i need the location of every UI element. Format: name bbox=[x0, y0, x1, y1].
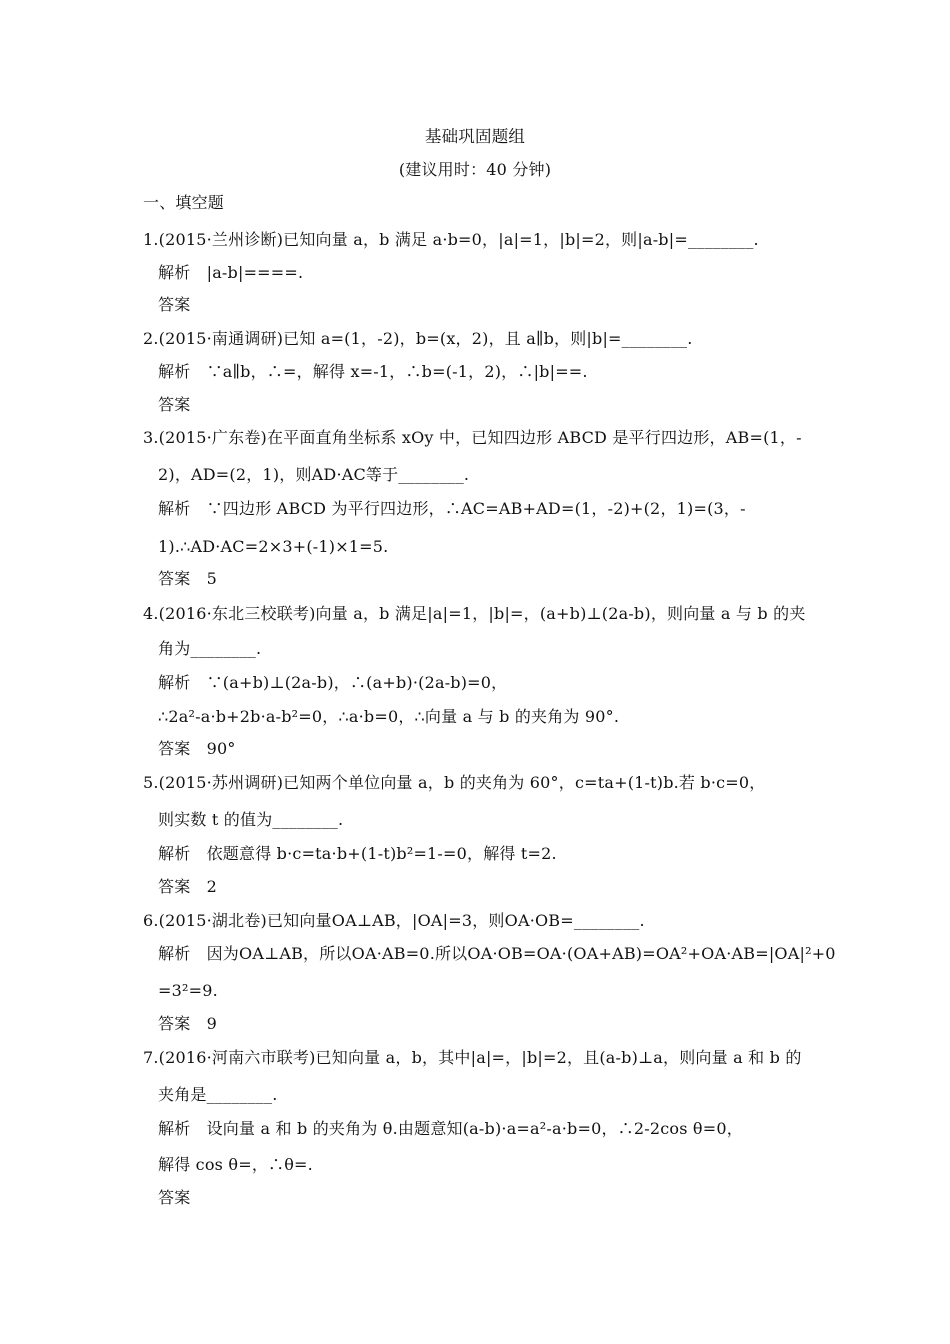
question-7-solution-line-1: 解析 设向量 a 和 b 的夹角为 θ.由题意知(a-b)·a=a²-a·b=0，∴2-2cos θ=0， bbox=[158, 1119, 743, 1138]
question-1: 1.(2015·兰州诊断)已知向量 a，b 满足 a·b=0，|a|=1，|b|=2，则|a-b|=________. bbox=[143, 230, 759, 249]
question-3-answer: 答案 5 bbox=[158, 569, 217, 588]
question-3-line-2: 2)，AD=(2，1)，则AD·AC等于________. bbox=[158, 465, 470, 484]
question-7-answer: 答案 bbox=[158, 1188, 191, 1207]
question-6-solution-line-2: =3²=9. bbox=[158, 981, 218, 1000]
question-6-answer: 答案 9 bbox=[158, 1014, 217, 1033]
question-5-line-2: 则实数 t 的值为________. bbox=[158, 810, 344, 829]
question-6: 6.(2015·湖北卷)已知向量OA⊥AB，|OA|=3，则OA·OB=________. bbox=[143, 911, 645, 930]
question-5-answer: 答案 2 bbox=[158, 877, 217, 896]
page-title: 基础巩固题组 bbox=[424, 127, 526, 146]
question-4-line-1: 4.(2016·东北三校联考)向量 a，b 满足|a|=1，|b|=，(a+b)⊥(2a-b)，则向量 a 与 b 的夹 bbox=[143, 604, 806, 623]
question-2-answer: 答案 bbox=[158, 395, 191, 414]
question-5-line-1: 5.(2015·苏州调研)已知两个单位向量 a，b 的夹角为 60°，c=ta+(1-t)b.若 b·c=0， bbox=[143, 773, 766, 792]
question-7-line-1: 7.(2016·河南六市联考)已知向量 a，b，其中|a|=，|b|=2，且(a-b)⊥a，则向量 a 和 b 的 bbox=[143, 1048, 802, 1067]
question-7-solution-line-2: 解得 cos θ=，∴θ=. bbox=[158, 1155, 313, 1174]
page-subtitle: (建议用时：40 分钟) bbox=[398, 160, 552, 179]
question-2-solution: 解析 ∵a∥b，∴=，解得 x=-1，∴b=(-1，2)，∴|b|==. bbox=[158, 362, 588, 381]
question-6-solution-line-1: 解析 因为OA⊥AB，所以OA·AB=0.所以OA·OB=OA·(OA+AB)=OA²+OA·AB=|OA|²+0 bbox=[158, 944, 836, 963]
question-2: 2.(2015·南通调研)已知 a=(1，-2)，b=(x，2)，且 a∥b，则|b|=________. bbox=[143, 329, 693, 348]
question-3-solution-line-1: 解析 ∵四边形 ABCD 为平行四边形，∴AC=AB+AD=(1，-2)+(2，1)=(3，- bbox=[158, 499, 746, 518]
question-5-solution: 解析 依题意得 b·c=ta·b+(1-t)b²=1-=0，解得 t=2. bbox=[158, 844, 557, 863]
question-3-solution-line-2: 1).∴AD·AC=2×3+(-1)×1=5. bbox=[158, 537, 389, 556]
question-4-line-2: 角为________. bbox=[158, 639, 262, 658]
question-7-line-2: 夹角是________. bbox=[158, 1085, 278, 1104]
question-4-solution-line-2: ∴2a²-a·b+2b·a-b²=0，∴a·b=0，∴向量 a 与 b 的夹角为 90°. bbox=[158, 707, 620, 726]
question-4-answer: 答案 90° bbox=[158, 739, 236, 758]
section-heading: 一、填空题 bbox=[143, 193, 225, 212]
question-3-line-1: 3.(2015·广东卷)在平面直角坐标系 xOy 中，已知四边形 ABCD 是平行四边形，AB=(1，- bbox=[143, 428, 802, 447]
question-1-answer: 答案 bbox=[158, 295, 191, 314]
question-1-solution: 解析 |a-b|====. bbox=[158, 263, 304, 282]
question-4-solution-line-1: 解析 ∵(a+b)⊥(2a-b)，∴(a+b)·(2a-b)=0， bbox=[158, 673, 508, 692]
